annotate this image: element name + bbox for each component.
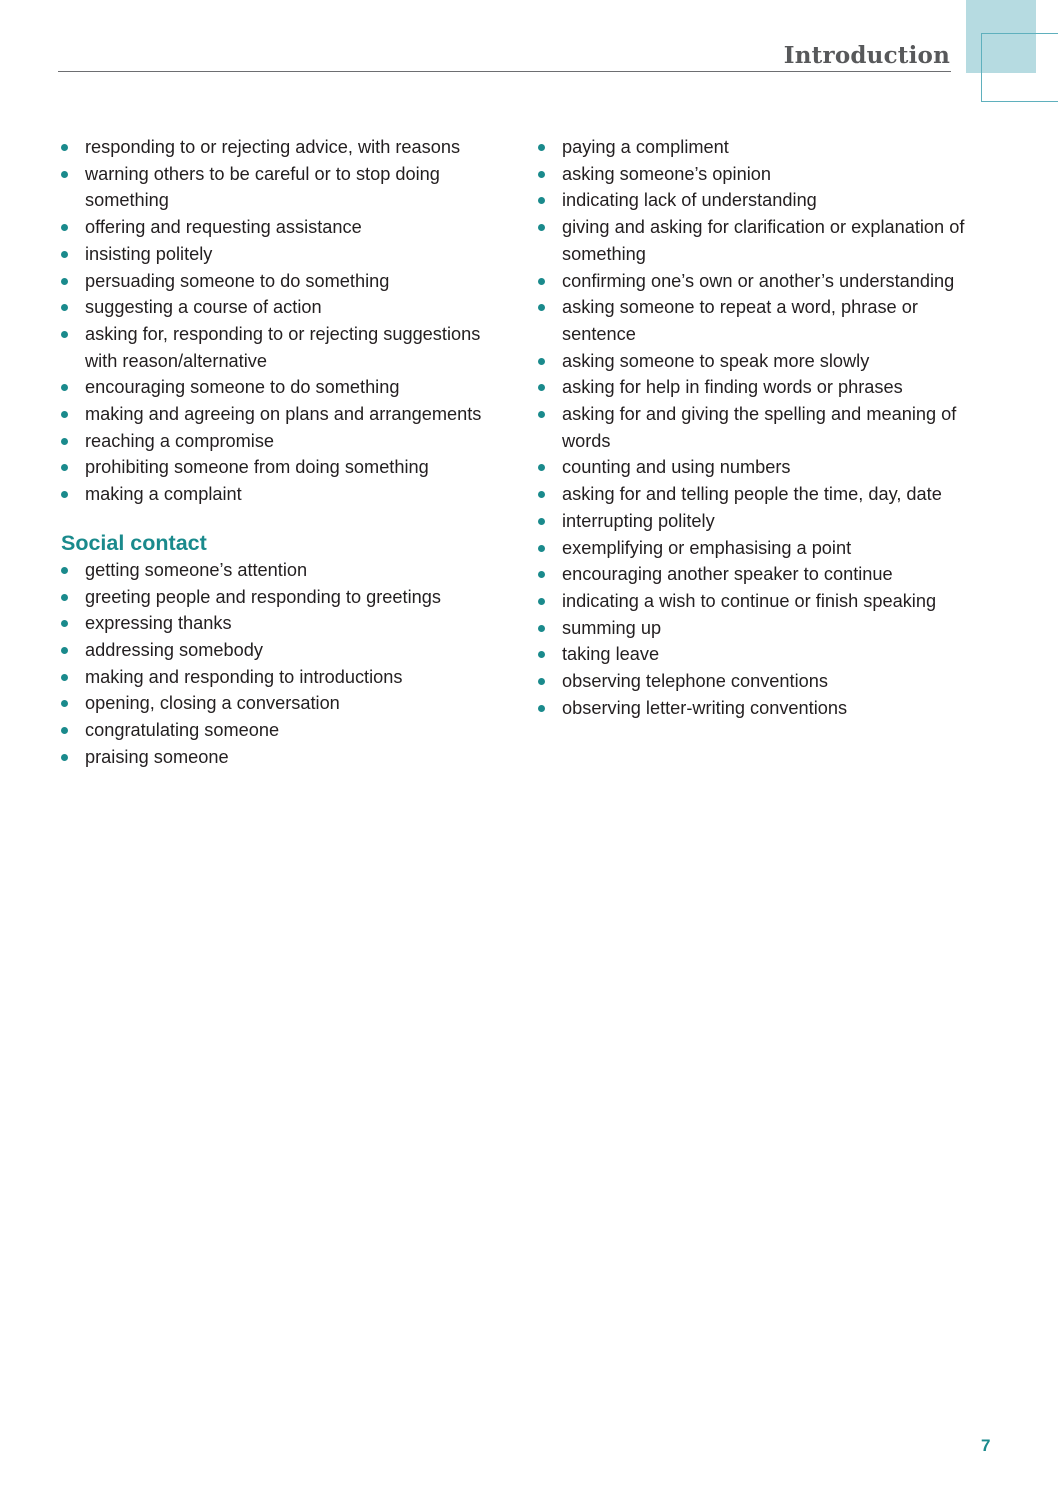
list-item	[61, 214, 506, 241]
list-item-text: warning others to be careful or to stop doing something	[85, 163, 440, 211]
list-item-text: persuading someone to do something	[85, 270, 390, 291]
function-list-continued	[538, 134, 983, 721]
list-item	[538, 214, 983, 267]
list-item-text: greeting people and responding to greetings	[85, 586, 441, 607]
list-item-text: summing up	[562, 617, 662, 638]
bullet-icon	[61, 594, 68, 601]
bullet-icon	[61, 464, 68, 471]
bullet-icon	[538, 384, 545, 391]
bullet-icon	[538, 411, 545, 418]
list-item-text: congratulating someone	[85, 720, 280, 741]
bullet-icon	[538, 358, 545, 365]
list-item	[538, 348, 983, 375]
list-item	[61, 268, 506, 295]
list-item	[61, 637, 506, 664]
bullet-icon	[538, 224, 545, 231]
list-item	[61, 294, 506, 321]
list-item	[538, 374, 983, 401]
bullet-icon	[538, 545, 545, 552]
list-item-text: indicating a wish to continue or finish speaking	[562, 590, 937, 611]
bullet-icon	[61, 411, 68, 418]
list-item	[61, 744, 506, 771]
bullet-icon	[61, 278, 68, 285]
list-item-text: making and responding to introductions	[85, 666, 403, 687]
bullet-icon	[61, 384, 68, 391]
list-item	[61, 717, 506, 744]
list-item	[61, 241, 506, 268]
list-item-text: giving and asking for clarification or explanation of something	[562, 217, 965, 264]
list-item-text: insisting politely	[85, 243, 213, 264]
list-item	[538, 561, 983, 588]
bullet-icon	[538, 651, 545, 658]
list-item-text: asking someone to speak more slowly	[562, 350, 870, 371]
bullet-icon	[61, 491, 68, 498]
list-item	[61, 557, 506, 584]
list-item-text: paying a compliment	[562, 137, 729, 157]
list-item	[538, 187, 983, 214]
list-item-text: making and agreeing on plans and arrangements	[85, 404, 482, 425]
list-item	[61, 321, 506, 374]
list-item	[61, 134, 506, 161]
bullet-icon	[538, 678, 545, 685]
list-item	[538, 588, 983, 615]
bullet-icon	[61, 727, 68, 734]
list-item	[538, 294, 983, 347]
bullet-icon	[61, 251, 68, 258]
bullet-icon	[61, 620, 68, 627]
list-item-text: addressing somebody	[85, 639, 263, 660]
list-item-text: praising someone	[85, 746, 229, 767]
list-item	[538, 615, 983, 642]
list-item	[61, 374, 506, 401]
list-item-text: asking for, responding to or rejecting suggestions with reason/alternative	[85, 323, 481, 371]
page-number: 7	[981, 1436, 991, 1455]
bullet-icon	[538, 464, 545, 471]
list-item	[538, 401, 983, 454]
list-item	[538, 668, 983, 695]
list-item	[538, 268, 983, 295]
section-heading-social-contact: Social contact	[61, 530, 207, 555]
function-list	[61, 134, 506, 508]
bullet-icon	[61, 171, 68, 178]
bullet-icon	[538, 705, 545, 712]
list-item-text: encouraging another speaker to continue	[562, 564, 893, 585]
list-item-text: responding to or rejecting advice, with reasons	[85, 137, 461, 157]
bullet-icon	[61, 304, 68, 311]
list-item-text: asking someone’s opinion	[562, 163, 771, 184]
header-rule	[58, 71, 951, 72]
list-item-text: asking for and telling people the time, day, date	[562, 484, 942, 505]
list-item-text: opening, closing a conversation	[85, 693, 340, 714]
list-item	[61, 401, 506, 428]
bullet-icon	[538, 304, 545, 311]
bullet-icon	[61, 567, 68, 574]
list-item-text: observing letter-writing conventions	[562, 697, 848, 718]
list-item	[61, 428, 506, 455]
header-tab-outline	[981, 33, 1058, 102]
list-item-text: confirming one’s own or another’s understanding	[562, 270, 955, 291]
bullet-icon	[61, 754, 68, 761]
list-item-text: asking someone to repeat a word, phrase or sentence	[562, 297, 918, 344]
list-item	[538, 454, 983, 481]
bullet-icon	[61, 331, 68, 338]
list-item-text: observing telephone conventions	[562, 671, 828, 692]
list-item	[538, 161, 983, 188]
bullet-icon	[61, 647, 68, 654]
list-item-text: offering and requesting assistance	[85, 217, 362, 238]
left-column	[61, 134, 506, 770]
list-item	[61, 690, 506, 717]
list-item-text: encouraging someone to do something	[85, 377, 400, 398]
list-item	[61, 610, 506, 637]
running-header-title: Introduction	[783, 42, 950, 69]
list-item	[538, 641, 983, 668]
bullet-icon	[538, 491, 545, 498]
bullet-icon	[538, 144, 545, 151]
bullet-icon	[61, 144, 68, 151]
bullet-icon	[538, 197, 545, 204]
list-item-text: asking for help in finding words or phrases	[562, 377, 903, 398]
list-item	[61, 664, 506, 691]
list-item-text: getting someone’s attention	[85, 559, 308, 580]
bullet-icon	[538, 278, 545, 285]
bullet-icon	[538, 598, 545, 605]
bullet-icon	[61, 438, 68, 445]
list-item-text: indicating lack of understanding	[562, 190, 817, 211]
bullet-icon	[538, 571, 545, 578]
bullet-icon	[538, 625, 545, 632]
bullet-icon	[61, 700, 68, 707]
social-contact-list	[61, 557, 506, 771]
bullet-icon	[61, 674, 68, 681]
bullet-icon	[538, 518, 545, 525]
bullet-icon	[538, 171, 545, 178]
list-item	[61, 481, 506, 508]
list-item	[61, 161, 506, 214]
list-item	[538, 695, 983, 722]
bullet-icon	[61, 224, 68, 231]
list-item	[538, 508, 983, 535]
list-item-text: counting and using numbers	[562, 457, 791, 478]
list-item-text: interrupting politely	[562, 510, 715, 531]
list-item	[538, 134, 983, 161]
list-item	[61, 454, 506, 481]
list-item-text: exemplifying or emphasising a point	[562, 537, 852, 558]
right-column	[538, 134, 983, 721]
list-item-text: reaching a compromise	[85, 430, 275, 451]
list-item	[61, 584, 506, 611]
list-item-text: making a complaint	[85, 484, 242, 505]
list-item	[538, 481, 983, 508]
list-item-text: suggesting a course of action	[85, 297, 322, 318]
list-item-text: taking leave	[562, 644, 660, 665]
list-item-text: asking for and giving the spelling and meaning of words	[562, 404, 957, 451]
list-item-text: prohibiting someone from doing something	[85, 457, 429, 478]
list-item	[538, 535, 983, 562]
list-item-text: expressing thanks	[85, 613, 232, 634]
